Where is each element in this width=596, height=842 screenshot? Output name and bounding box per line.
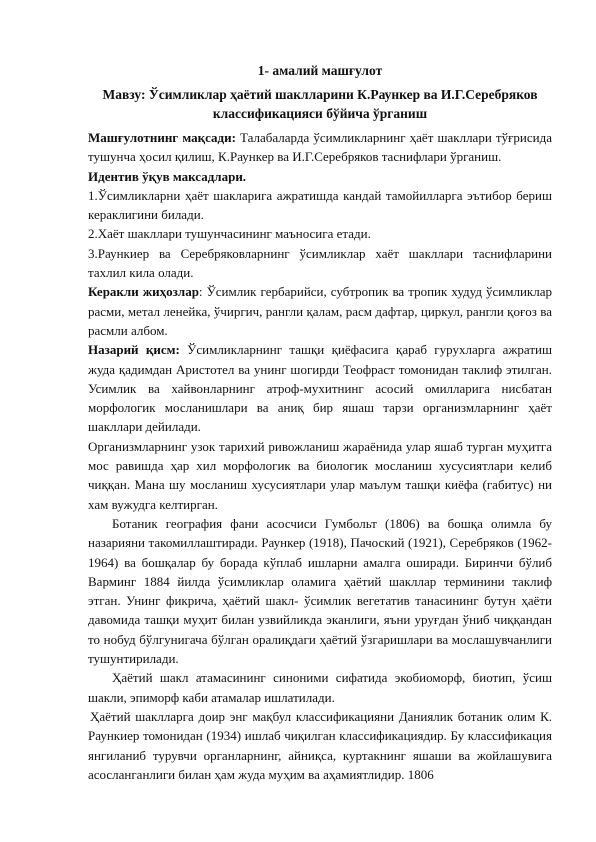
document-page <box>88 62 552 784</box>
theory-label: Назарий қисм: <box>88 342 180 358</box>
equipment-label: Керакли жиҳозлар <box>88 284 199 300</box>
goal-paragraph <box>88 128 552 167</box>
botanical-geography-paragraph: Ботаник география фани асосчиси Гумбольт (1806) ва бошқа олимла бу назарияни такомиллаштиради. Раункер (1918), Пачоский (1921), Серебряков (1962-1964) ва бошқалар бу борада кўплаб ишларни амалга оширади. Биринчи бўлиб Варминг 1884 йилда ўсимликлар оламига ҳаётий шакллар терминини таклиф этган. Унинг фикрича, ҳаётий шакл- ўсимлик вегетатив танасининг бутун ҳаёти давомида ташқи муҳит билан узвийликда эканлиги, яъни уруғдан ўниб чиққандан то нобуд бўлгунигача бўлган оралиқдаги ҳаётий ўзгаришлари ва мослашувчанлиги тушунтирилади. <box>88 515 552 667</box>
objective-item-2: 2.Хаёт шакллари тушунчасининг маъносига етади. <box>88 226 371 242</box>
topic-heading: Мавзу: Ўсимликлар ҳаётий шаклларини К.Раункер ва И.Г.Серебряков классификацияси бўйича ўрганиш <box>102 87 538 121</box>
goal-label: Машғулотнинг мақсади: <box>88 130 236 145</box>
objective-item-1: 1.Ўсимликларни ҳаёт шакларига ажратишда кандай тамойилларга эътибор бериш кераклигини билади. <box>88 187 552 223</box>
theory-paragraph <box>88 340 552 436</box>
practical-lesson-title: 1- амалий машғулот <box>257 63 383 78</box>
objectives-label: Идентив ўқув максадлари. <box>88 168 247 184</box>
organisms-paragraph: Организмларнинг узок тарихий ривожланиш жараёнида улар яшаб турган муҳитга мос равишда ҳар хил морфологик ва биологик мосланиш хусусиятлари келиб чиққан. Мана шу мосланиш хусусиятлари улар маълум ташқи киёфа (габитус) ни хам вужудга келтирган. <box>88 438 552 512</box>
objectives-heading <box>88 167 552 186</box>
synonyms-paragraph: Ҳаётий шакл атамасининг синоними сифатида экобиоморф, биотип, ўсиш шакли, эпиморф каби атамалар ишлатилади. <box>88 670 552 705</box>
goal-text: Талабаларда ўсимликларнинг ҳаёт шакллари тўғрисида тушунча ҳосил қилиш, К.Раункер ва И.Г.Серебряков таснифлари ўрганиш. <box>88 130 552 165</box>
theory-text: Ўсимликларнинг ташқи қиёфасига қараб гурухларга ажратиш жуда қадимдан Аристотел ва унинг шогирди Теофраст томонидан таклиф этилган. Усимлик ва хайвонларнинг атроф-мухитнинг асосий омилларига нисбатан морфологик мосланишлари ва аниқ бир яшаш тарзи организмларнинг ҳаёт шакллари дейилади. <box>88 342 552 435</box>
equipment-text: : Ўсимлик гербарийси, субтропик ва тропик худуд ўсимликлар расми, метал ленейка, ўчиргич, рангли қалам, расм дафтар, циркул, рангли қоғоз ва расмли албом. <box>88 284 552 338</box>
equipment-paragraph <box>88 282 552 340</box>
objective-item-3: 3.Раункиер ва Серебряковларнинг ўсимликлар хаёт шакллари таснифларини тахлил кила олади. <box>88 245 552 281</box>
classification-paragraph: Ҳаётий шаклларга доир энг мақбул классификацияни Даниялик ботаник олим К. Раункиер томонидан (1934) ишлаб чиқилган классификациядир. Бу классификация янгиланиб турувчи органларнинг, айниқса, куртакнинг яшаши ва жойлашувига асосланганлиги билан ҳам жуда муҳим ва аҳамиятлидир. 1806 <box>88 708 552 782</box>
